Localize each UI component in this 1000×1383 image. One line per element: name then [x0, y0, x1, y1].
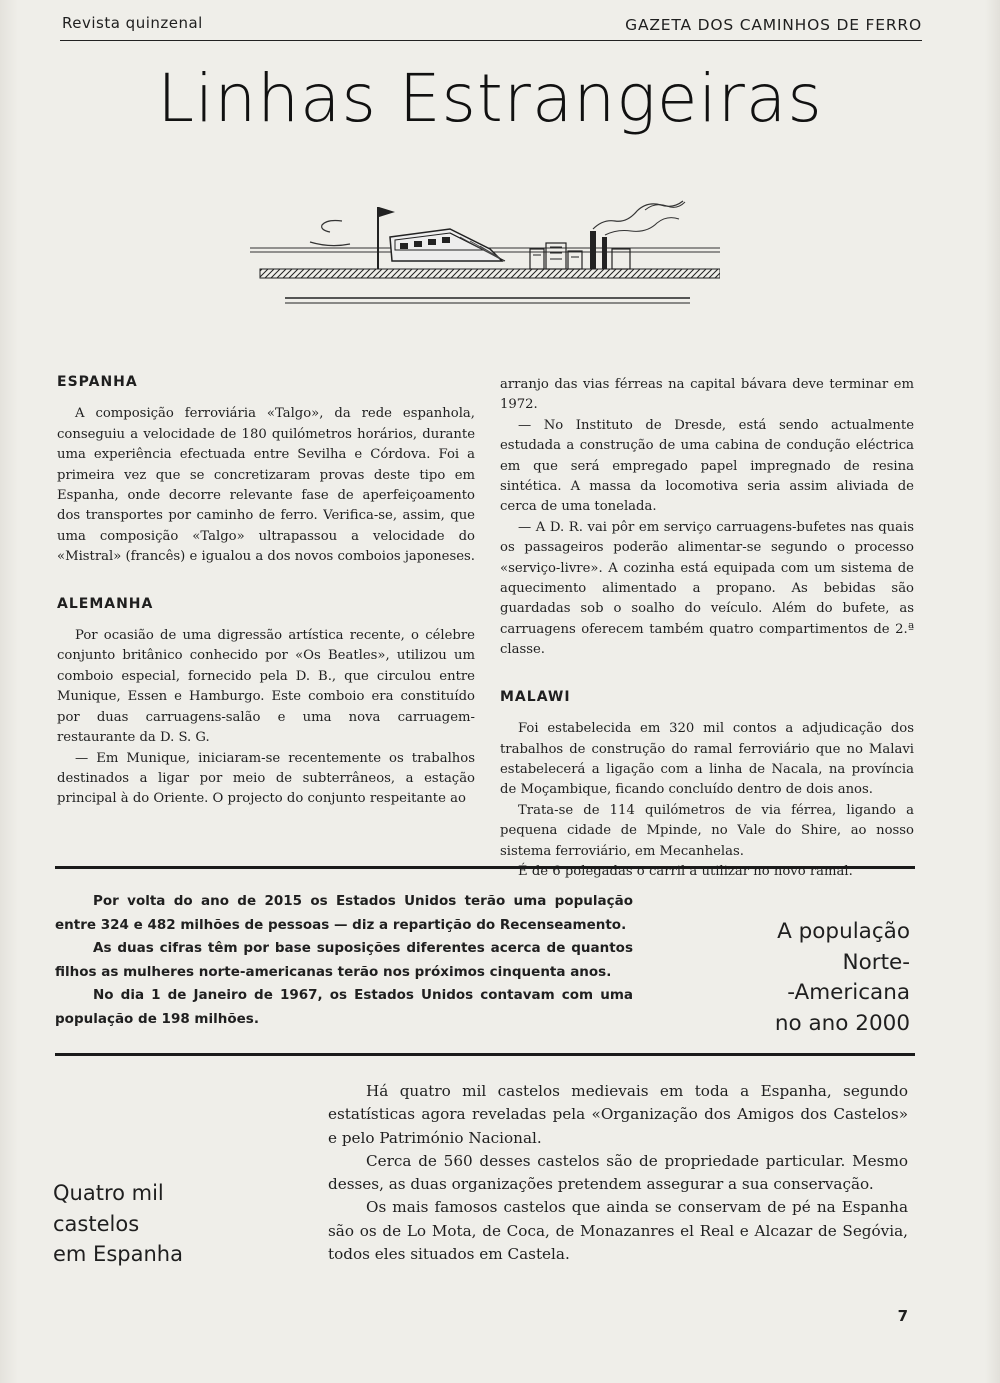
castles-paragraph: Cerca de 560 desses castelos são de propriedade particular. Mesmo desses, as duas organizações pretendem assegurar a sua conservação.: [328, 1151, 908, 1194]
population-paragraph: As duas cifras têm por base suposições diferentes acerca de quantos filhos as mulheres norte-americanas terão nos próximos cinquenta anos.: [55, 940, 633, 980]
malawi-paragraph: É de 6 polegadas o carril a utilizar no novo ramal.: [518, 863, 853, 879]
castles-paragraph: Há quatro mil castelos medievais em toda a Espanha, segundo estatísticas agora reveladas pela «Organização dos Amigos dos Castelos» e pelo Património Nacional.: [328, 1082, 908, 1147]
alemanha-paragraph: — Em Munique, iniciaram-se recentemente os trabalhos destinados a ligar por meio de subterrâneos, a estação principal à do Oriente. O projecto do conjunto respeitante ao: [57, 750, 475, 807]
page-title: Linhas Estrangeiras: [157, 60, 823, 137]
left-column: [57, 372, 475, 810]
castles-heading: Quatro mil castelos em Espanha: [53, 1181, 183, 1266]
population-article: [55, 890, 633, 1031]
population-heading: A população Norte- -Americana no ano 2000: [774, 919, 910, 1036]
running-header-left: Revista quinzenal: [62, 14, 203, 32]
train-skyline-vignette-icon: [250, 185, 720, 315]
page-number: 7: [897, 1307, 908, 1325]
section-rule: [55, 1053, 915, 1056]
right-column: [500, 375, 914, 882]
header-rule: [60, 40, 922, 41]
section-heading-alemanha: ALEMANHA: [57, 595, 154, 612]
malawi-paragraph: Foi estabelecida em 320 mil contos a adjudicação dos trabalhos de construção do ramal ferroviário que no Malavi estabelecerá a ligação com a linha de Nacala, na província de Moçambique, ficando concluído dentro de dois anos.: [500, 721, 914, 798]
section-heading-espanha: ESPANHA: [57, 374, 138, 390]
alemanha-continuation: arranjo das vias férreas na capital bávara deve terminar em 1972.: [500, 377, 914, 413]
running-header-right: GAZETA DOS CAMINHOS DE FERRO: [625, 16, 922, 34]
section-heading-malawi: MALAWI: [500, 688, 571, 705]
section-rule: [55, 866, 915, 869]
alemanha-paragraph: — A D. R. vai pôr em serviço carruagens-bufetes nas quais os passageiros poderão alimentar-se segundo o processo «serviço-livre». A cozinha está equipada com um sistema de aquecimento alimentado a propano. As bebidas são guardadas sob o soalho do veículo. Além do bufete, as carruagens oferecem também quatro compartimentos de 2.ª classe.: [500, 519, 914, 658]
population-paragraph: No dia 1 de Janeiro de 1967, os Estados Unidos contavam com uma população de 198 milhões.: [55, 987, 633, 1027]
alemanha-paragraph: — No Instituto de Dresde, está sendo actualmente estudada a construção de uma cabina de condução eléctrica em que será empregado papel impregnado de resina sintética. A massa da locomotiva seria assim aliviada de cerca de uma tonelada.: [500, 417, 914, 515]
castles-paragraph: Os mais famosos castelos que ainda se conservam de pé na Espanha são os de Lo Mota, de Coca, de Monazanres el Real e Alcazar de Segóvia, todos eles situados em Castela.: [328, 1198, 908, 1264]
espanha-paragraph: A composição ferroviária «Talgo», da rede espanhola, conseguiu a velocidade de 180 quilómetros horários, durante uma experiência efectuada entre Sevilha e Córdova. Foi a primeira vez que se concretizaram provas deste tipo em Espanha, onde decorre relevante fase de aperfeiçoamento dos transportes por caminho de ferro. Verifica-se, assim, que uma composição «Talgo» ultrapassou a velocidade do «Mistral» (francês) e igualou a dos novos comboios japoneses.: [57, 406, 476, 565]
malawi-paragraph: Trata-se de 114 quilómetros de via férrea, ligando a pequena cidade de Mpinde, no Vale do Shire, ao nosso sistema ferroviário, em Mecanhelas.: [500, 802, 914, 859]
alemanha-paragraph: Por ocasião de uma digressão artística recente, o célebre conjunto britânico conhecido por «Os Beatles», utilizou um comboio especial, fornecido pela D. B., que circulou entre Munique, Essen e Hamburgo. Este comboio era constituído por duas carruagens-salão e uma nova carruagem-restaurante da D. S. G.: [57, 628, 475, 746]
population-paragraph: Por volta do ano de 2015 os Estados Unidos terão uma população entre 324 e 482 milhões de pessoas — diz a repartição do Recenseamento.: [55, 893, 633, 933]
castles-article: [328, 1080, 908, 1266]
